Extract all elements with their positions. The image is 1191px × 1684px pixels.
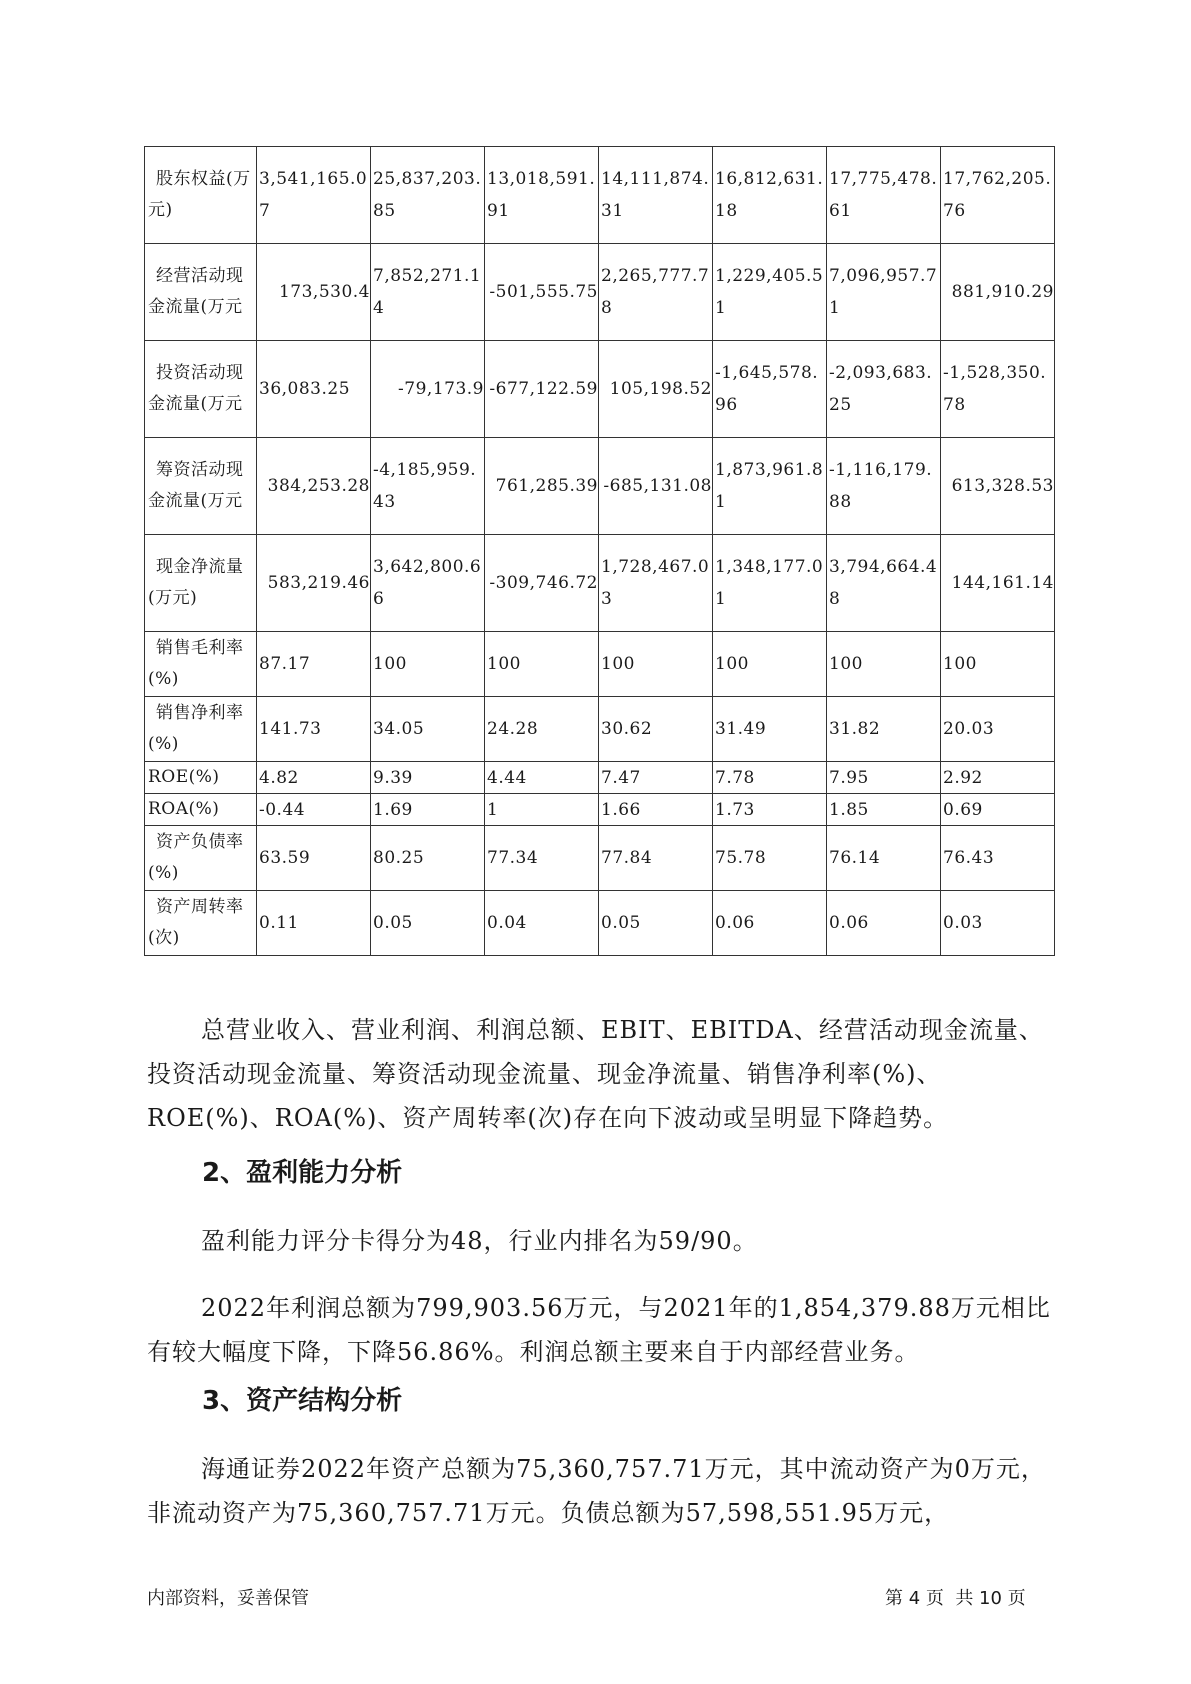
table-cell: 7,096,957.71 xyxy=(827,244,941,341)
table-cell: 1,229,405.51 xyxy=(713,244,827,341)
table-cell: 17,762,205.76 xyxy=(941,147,1055,244)
table-cell: 3,541,165.07 xyxy=(257,147,371,244)
table-cell: 100 xyxy=(371,632,485,697)
table-row xyxy=(145,147,1055,244)
table-cell: 100 xyxy=(485,632,599,697)
table-cell: 613,328.53 xyxy=(941,438,1055,535)
table-cell: 7.95 xyxy=(827,762,941,794)
table-cell: 384,253.28 xyxy=(257,438,371,535)
table-row xyxy=(145,535,1055,632)
table-cell: -79,173.9 xyxy=(371,341,485,438)
profit-analysis-paragraph: 2022年利润总额为799,903.56万元，与2021年的1,854,379.88万元相比有较大幅度下降，下降56.86%。利润总额主要来自于内部经营业务。 xyxy=(147,1294,1051,1366)
table-cell: 100 xyxy=(827,632,941,697)
table-cell: 34.05 xyxy=(371,697,485,762)
table-cell: 80.25 xyxy=(371,826,485,891)
table-cell: 77.84 xyxy=(599,826,713,891)
table-cell: 3,642,800.66 xyxy=(371,535,485,632)
table-cell: 7.47 xyxy=(599,762,713,794)
table-row xyxy=(145,891,1055,956)
table-cell: 100 xyxy=(713,632,827,697)
table-cell: 761,285.39 xyxy=(485,438,599,535)
table-row xyxy=(145,794,1055,826)
row-label: 筹资活动现金流量(万元 xyxy=(145,438,257,535)
table-cell: 1.73 xyxy=(713,794,827,826)
table-cell: 16,812,631.18 xyxy=(713,147,827,244)
footer-confidential-note: 内部资料，妥善保管 xyxy=(147,1588,309,1609)
table-row xyxy=(145,697,1055,762)
table-cell: -1,645,578.96 xyxy=(713,341,827,438)
table-cell: -1,528,350.78 xyxy=(941,341,1055,438)
table-cell: 583,219.46 xyxy=(257,535,371,632)
table-cell: 1.69 xyxy=(371,794,485,826)
table-cell: 1 xyxy=(485,794,599,826)
table-row xyxy=(145,438,1055,535)
section-heading-profitability: 2、盈利能力分析 xyxy=(202,1158,403,1188)
profitability-score-paragraph: 盈利能力评分卡得分为48，行业内排名为59/90。 xyxy=(201,1227,758,1255)
table-row xyxy=(145,341,1055,438)
table-cell: -1,116,179.88 xyxy=(827,438,941,535)
table-cell: 0.05 xyxy=(371,891,485,956)
table-cell: 0.69 xyxy=(941,794,1055,826)
table-cell: 3,794,664.48 xyxy=(827,535,941,632)
row-label: 投资活动现金流量(万元 xyxy=(145,341,257,438)
table-cell: 4.44 xyxy=(485,762,599,794)
table-cell: -677,122.59 xyxy=(485,341,599,438)
table-row xyxy=(145,244,1055,341)
table-cell: 2,265,777.78 xyxy=(599,244,713,341)
row-label: 销售净利率(%) xyxy=(145,697,257,762)
table-cell: 87.17 xyxy=(257,632,371,697)
table-cell: 1,348,177.01 xyxy=(713,535,827,632)
table-cell: 0.06 xyxy=(827,891,941,956)
table-cell: 76.14 xyxy=(827,826,941,891)
table-cell: 20.03 xyxy=(941,697,1055,762)
table-cell: 881,910.29 xyxy=(941,244,1055,341)
table-row xyxy=(145,632,1055,697)
table-row xyxy=(145,826,1055,891)
asset-structure-paragraph: 海通证券2022年资产总额为75,360,757.71万元，其中流动资产为0万元，非流动资产为75,360,757.71万元。负债总额为57,598,551.95万元， xyxy=(147,1455,1046,1527)
table-cell: 76.43 xyxy=(941,826,1055,891)
row-label: ROA(%) xyxy=(145,794,257,826)
table-cell: 25,837,203.85 xyxy=(371,147,485,244)
row-label: 经营活动现金流量(万元 xyxy=(145,244,257,341)
financial-table xyxy=(144,146,1055,956)
table-cell: 31.82 xyxy=(827,697,941,762)
table-cell: 7,852,271.14 xyxy=(371,244,485,341)
table-cell: 141.73 xyxy=(257,697,371,762)
table-cell: -2,093,683.25 xyxy=(827,341,941,438)
table-cell: 7.78 xyxy=(713,762,827,794)
table-cell: 77.34 xyxy=(485,826,599,891)
table-cell: 24.28 xyxy=(485,697,599,762)
table-cell: 9.39 xyxy=(371,762,485,794)
footer-page-number: 第 4 页 共 10 页 xyxy=(885,1588,1026,1609)
row-label: 资产负债率(%) xyxy=(145,826,257,891)
table-cell: 36,083.25 xyxy=(257,341,371,438)
table-cell: 1,873,961.81 xyxy=(713,438,827,535)
table-cell: -0.44 xyxy=(257,794,371,826)
section-heading-asset-structure: 3、资产结构分析 xyxy=(202,1386,403,1416)
table-cell: 13,018,591.91 xyxy=(485,147,599,244)
table-cell: 1.85 xyxy=(827,794,941,826)
row-label: 资产周转率(次) xyxy=(145,891,257,956)
row-label: 现金净流量(万元) xyxy=(145,535,257,632)
table-cell: 100 xyxy=(599,632,713,697)
table-cell: 4.82 xyxy=(257,762,371,794)
table-cell: -4,185,959.43 xyxy=(371,438,485,535)
table-cell: 1.66 xyxy=(599,794,713,826)
table-cell: -501,555.75 xyxy=(485,244,599,341)
table-cell: 144,161.14 xyxy=(941,535,1055,632)
table-row xyxy=(145,762,1055,794)
row-label: 销售毛利率(%) xyxy=(145,632,257,697)
table-cell: 0.11 xyxy=(257,891,371,956)
table-cell: 30.62 xyxy=(599,697,713,762)
row-label: 股东权益(万元) xyxy=(145,147,257,244)
table-cell: 31.49 xyxy=(713,697,827,762)
table-cell: 63.59 xyxy=(257,826,371,891)
table-cell: 173,530.4 xyxy=(257,244,371,341)
table-cell: 14,111,874.31 xyxy=(599,147,713,244)
table-cell: -309,746.72 xyxy=(485,535,599,632)
table-cell: 0.04 xyxy=(485,891,599,956)
table-cell: 1,728,467.03 xyxy=(599,535,713,632)
trend-summary-paragraph: 总营业收入、营业利润、利润总额、EBIT、EBITDA、经营活动现金流量、投资活动现金流量、筹资活动现金流量、现金净流量、销售净利率(%)、ROE(%)、ROA(%)、资产周转率(次)存在向下波动或呈明显下降趋势。 xyxy=(147,1016,1044,1132)
table-cell: 105,198.52 xyxy=(599,341,713,438)
table-cell: 75.78 xyxy=(713,826,827,891)
row-label: ROE(%) xyxy=(145,762,257,794)
table-cell: 100 xyxy=(941,632,1055,697)
table-cell: 17,775,478.61 xyxy=(827,147,941,244)
table-cell: -685,131.08 xyxy=(599,438,713,535)
table-cell: 0.06 xyxy=(713,891,827,956)
table-cell: 0.05 xyxy=(599,891,713,956)
table-cell: 0.03 xyxy=(941,891,1055,956)
table-cell: 2.92 xyxy=(941,762,1055,794)
